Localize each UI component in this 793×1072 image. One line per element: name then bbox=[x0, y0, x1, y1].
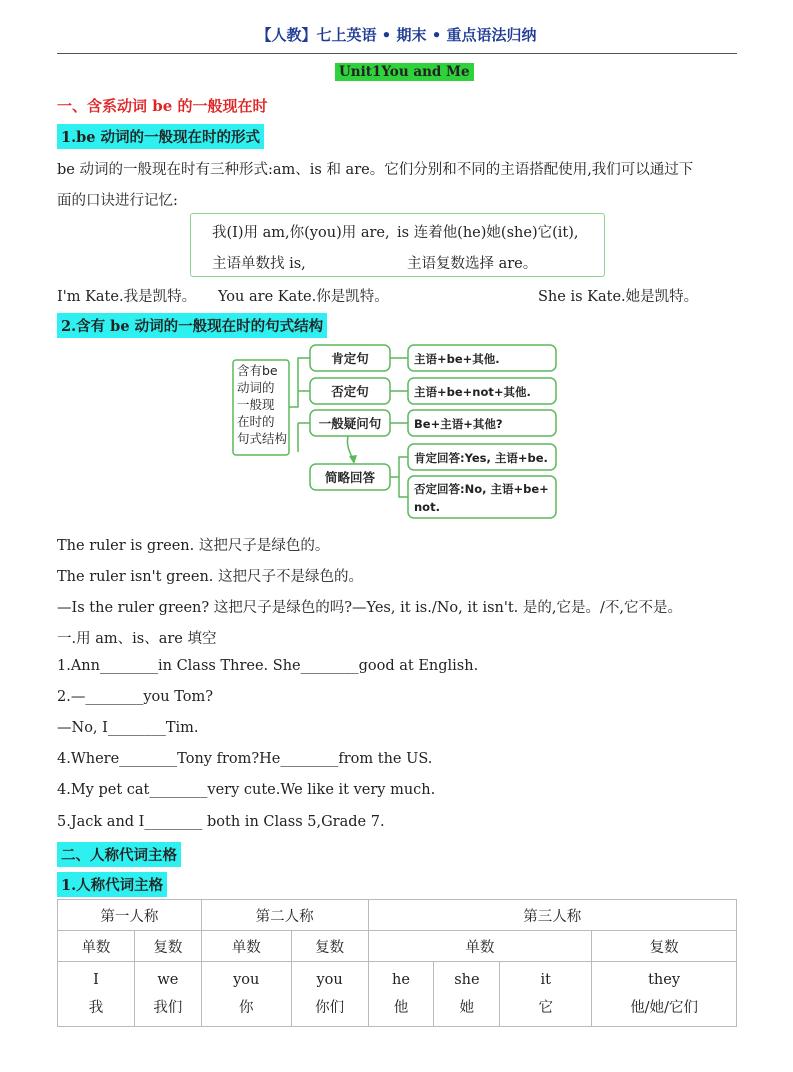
section-2-title: 二、人称代词主格 bbox=[57, 842, 181, 867]
subsection-1-1-heading: 1.be 动词的一般现在时的形式 bbox=[57, 124, 264, 149]
table-cell: it 它 bbox=[500, 962, 592, 1027]
arrow-head bbox=[349, 455, 357, 464]
subsection-2-1-heading: 1.人称代词主格 bbox=[57, 872, 167, 897]
header-cell: 第三人称 bbox=[368, 900, 736, 931]
exercise-question: 4.My pet cat________very cute.We like it very much. bbox=[57, 782, 436, 798]
section-1-title: 一、含系动词 be 的一般现在时 bbox=[57, 97, 268, 115]
node-label: 肯定句 bbox=[331, 351, 369, 366]
header-cell: 复数 bbox=[134, 931, 201, 962]
result-text: Be+主语+其他? bbox=[414, 417, 503, 431]
header-rule bbox=[57, 53, 737, 54]
rhyme-line: 主语复数选择 are。 bbox=[407, 256, 538, 272]
result-text: 否定回答:No, 主语+be+ bbox=[414, 482, 549, 496]
result-text: 主语+be+not+其他. bbox=[414, 385, 531, 399]
subsection-1-2-heading: 2.含有 be 动词的一般现在时的句式结构 bbox=[57, 313, 327, 338]
exercise-question: 2.—________you Tom? bbox=[57, 689, 214, 705]
node-label: 简略回答 bbox=[324, 470, 376, 485]
exercise-question: —No, I________Tim. bbox=[57, 720, 199, 736]
result-text: not. bbox=[414, 500, 440, 514]
table-cell: you 你们 bbox=[291, 962, 368, 1027]
table-cell: we 我们 bbox=[134, 962, 201, 1027]
table-cell: he 他 bbox=[368, 962, 434, 1027]
unit-title: Unit1You and Me bbox=[335, 63, 474, 81]
root-text: 在时的 bbox=[237, 414, 275, 429]
header-cell: 第二人称 bbox=[201, 900, 368, 931]
table-row bbox=[58, 931, 737, 962]
exercise-question: 4.Where________Tony from?He________from the US. bbox=[57, 751, 433, 767]
rhyme-line: is 连着他(he)她(she)它(it), bbox=[397, 225, 579, 241]
root-text: 动词的 bbox=[237, 380, 275, 395]
header-cell: 单数 bbox=[58, 931, 135, 962]
root-text: 一般现 bbox=[237, 397, 275, 412]
header-cell: 复数 bbox=[291, 931, 368, 962]
example-sentence: You are Kate.你是凯特。 bbox=[218, 289, 389, 305]
table-cell: they 他/她/它们 bbox=[592, 962, 737, 1027]
table-cell: you 你 bbox=[201, 962, 291, 1027]
exercise-question: 5.Jack and I________ both in Class 5,Grade 7. bbox=[57, 814, 385, 830]
root-text: 含有be bbox=[237, 363, 278, 378]
example-sentence: The ruler isn't green. 这把尺子不是绿色的。 bbox=[57, 569, 364, 585]
example-sentence: The ruler is green. 这把尺子是绿色的。 bbox=[57, 538, 330, 554]
example-sentence: She is Kate.她是凯特。 bbox=[538, 289, 699, 305]
rhyme-line: 主语单数找 is, bbox=[212, 256, 306, 272]
header-cell: 第一人称 bbox=[58, 900, 202, 931]
sentence-structure-diagram bbox=[228, 340, 563, 525]
table-row bbox=[58, 900, 737, 931]
header-cell: 单数 bbox=[201, 931, 291, 962]
table-cell: I 我 bbox=[58, 962, 135, 1027]
example-sentence: —Is the ruler green? 这把尺子是绿色的吗?—Yes, it is./No, it isn't. 是的,它是。/不,它不是。 bbox=[57, 600, 682, 616]
pronoun-table bbox=[57, 899, 737, 1027]
page-header: 【人教】七上英语 • 期末 • 重点语法归纳 bbox=[256, 26, 537, 44]
table-row bbox=[58, 962, 737, 1027]
result-text: 肯定回答:Yes, 主语+be. bbox=[414, 451, 548, 465]
exercise-question: 1.Ann________in Class Three. She________good at English. bbox=[57, 658, 479, 674]
example-sentence: I'm Kate.我是凯特。 bbox=[57, 289, 197, 305]
header-cell: 单数 bbox=[368, 931, 592, 962]
result-text: 主语+be+其他. bbox=[414, 352, 500, 366]
table-cell: she 她 bbox=[434, 962, 500, 1027]
rhyme-line: 我(I)用 am,你(you)用 are, bbox=[212, 225, 390, 241]
paragraph-line: be 动词的一般现在时有三种形式:am、is 和 are。它们分别和不同的主语搭配使用,我们可以通过下 bbox=[57, 162, 694, 178]
header-cell: 复数 bbox=[592, 931, 737, 962]
node-label: 一般疑问句 bbox=[318, 416, 382, 431]
root-text: 句式结构 bbox=[237, 431, 288, 446]
node-label: 否定句 bbox=[331, 384, 369, 399]
exercise-title: 一.用 am、is、are 填空 bbox=[57, 631, 217, 647]
paragraph-line: 面的口诀进行记忆: bbox=[57, 193, 178, 209]
